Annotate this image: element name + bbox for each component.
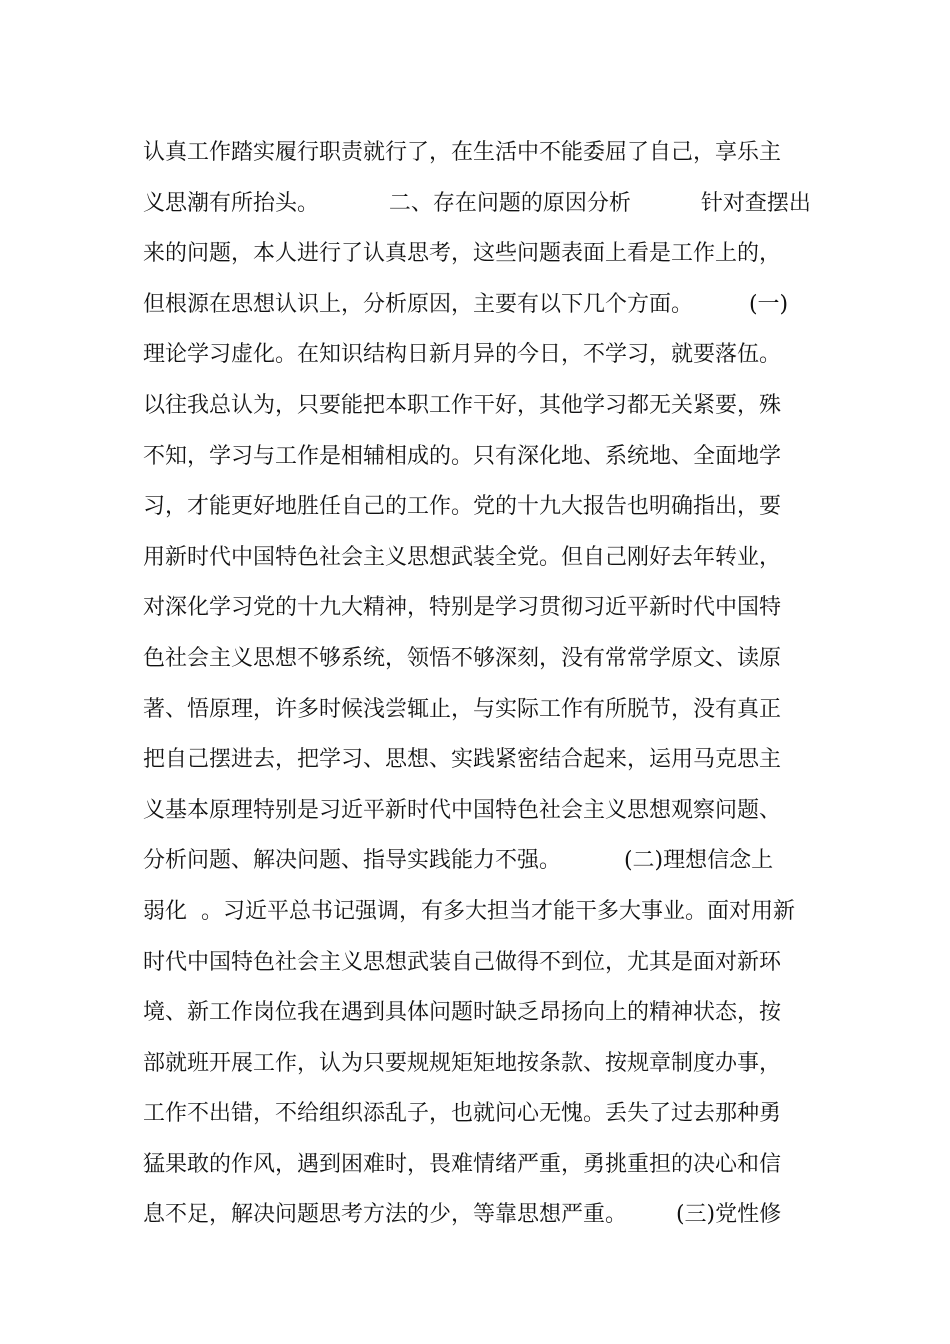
text-line: 分析问题、解决问题、指导实践能力不强。 (二)理想信念上 <box>143 848 774 874</box>
text-line: 色社会主义思想不够系统，领悟不够深刻，没有常常学原文、读原 <box>143 645 782 671</box>
text-line: 用新时代中国特色社会主义思想武装全党。但自己刚好去年转业， <box>143 544 782 570</box>
text-line: 弱化 。习近平总书记强调，有多大担当才能干多大事业。面对用新 <box>143 898 795 924</box>
text-line: 猛果敢的作风，遇到困难时，畏难情绪严重，勇挑重担的决心和信 <box>143 1151 782 1177</box>
text-line: 义思潮有所抬头。 二、存在问题的原因分析 针对查摆出 <box>143 190 811 216</box>
text-line: 把自己摆进去，把学习、思想、实践紧密结合起来，运用马克思主 <box>143 747 782 773</box>
text-line: 部就班开展工作，认为只要规规矩矩地按条款、按规章制度办事， <box>143 1050 782 1076</box>
text-line: 理论学习虚化。在知识结构日新月异的今日，不学习，就要落伍。 <box>143 342 782 368</box>
text-line: 不知，学习与工作是相辅相成的。只有深化地、系统地、全面地学 <box>143 443 782 469</box>
text-line: 时代中国特色社会主义思想武装自己做得不到位，尤其是面对新环 <box>143 949 782 975</box>
text-line: 习，才能更好地胜任自己的工作。党的十九大报告也明确指出，要 <box>143 494 782 520</box>
text-line: 以往我总认为，只要能把本职工作干好，其他学习都无关紧要，殊 <box>143 392 782 418</box>
text-line: 认真工作踏实履行职责就行了，在生活中不能委屈了自己，享乐主 <box>143 140 782 165</box>
text-line: 但根源在思想认识上，分析原因，主要有以下几个方面。 (一) <box>143 291 789 317</box>
text-line: 境、新工作岗位我在遇到具体问题时缺乏昂扬向上的精神状态，按 <box>143 1000 782 1026</box>
body-text <box>143 128 815 1241</box>
text-line: 工作不出错，不给组织添乱子，也就问心无愧。丢失了过去那种勇 <box>143 1101 782 1127</box>
text-line: 著、悟原理，许多时候浅尝辄止，与实际工作有所脱节，没有真正 <box>143 696 782 722</box>
text-line: 息不足，解决问题思考方法的少，等靠思想严重。 (三)党性修 <box>143 1202 782 1228</box>
text-line: 对深化学习党的十九大精神，特别是学习贯彻习近平新时代中国特 <box>143 595 782 621</box>
text-line: 义基本原理特别是习近平新时代中国特色社会主义思想观察问题、 <box>143 797 782 823</box>
text-line: 来的问题，本人进行了认真思考，这些问题表面上看是工作上的， <box>143 241 782 267</box>
